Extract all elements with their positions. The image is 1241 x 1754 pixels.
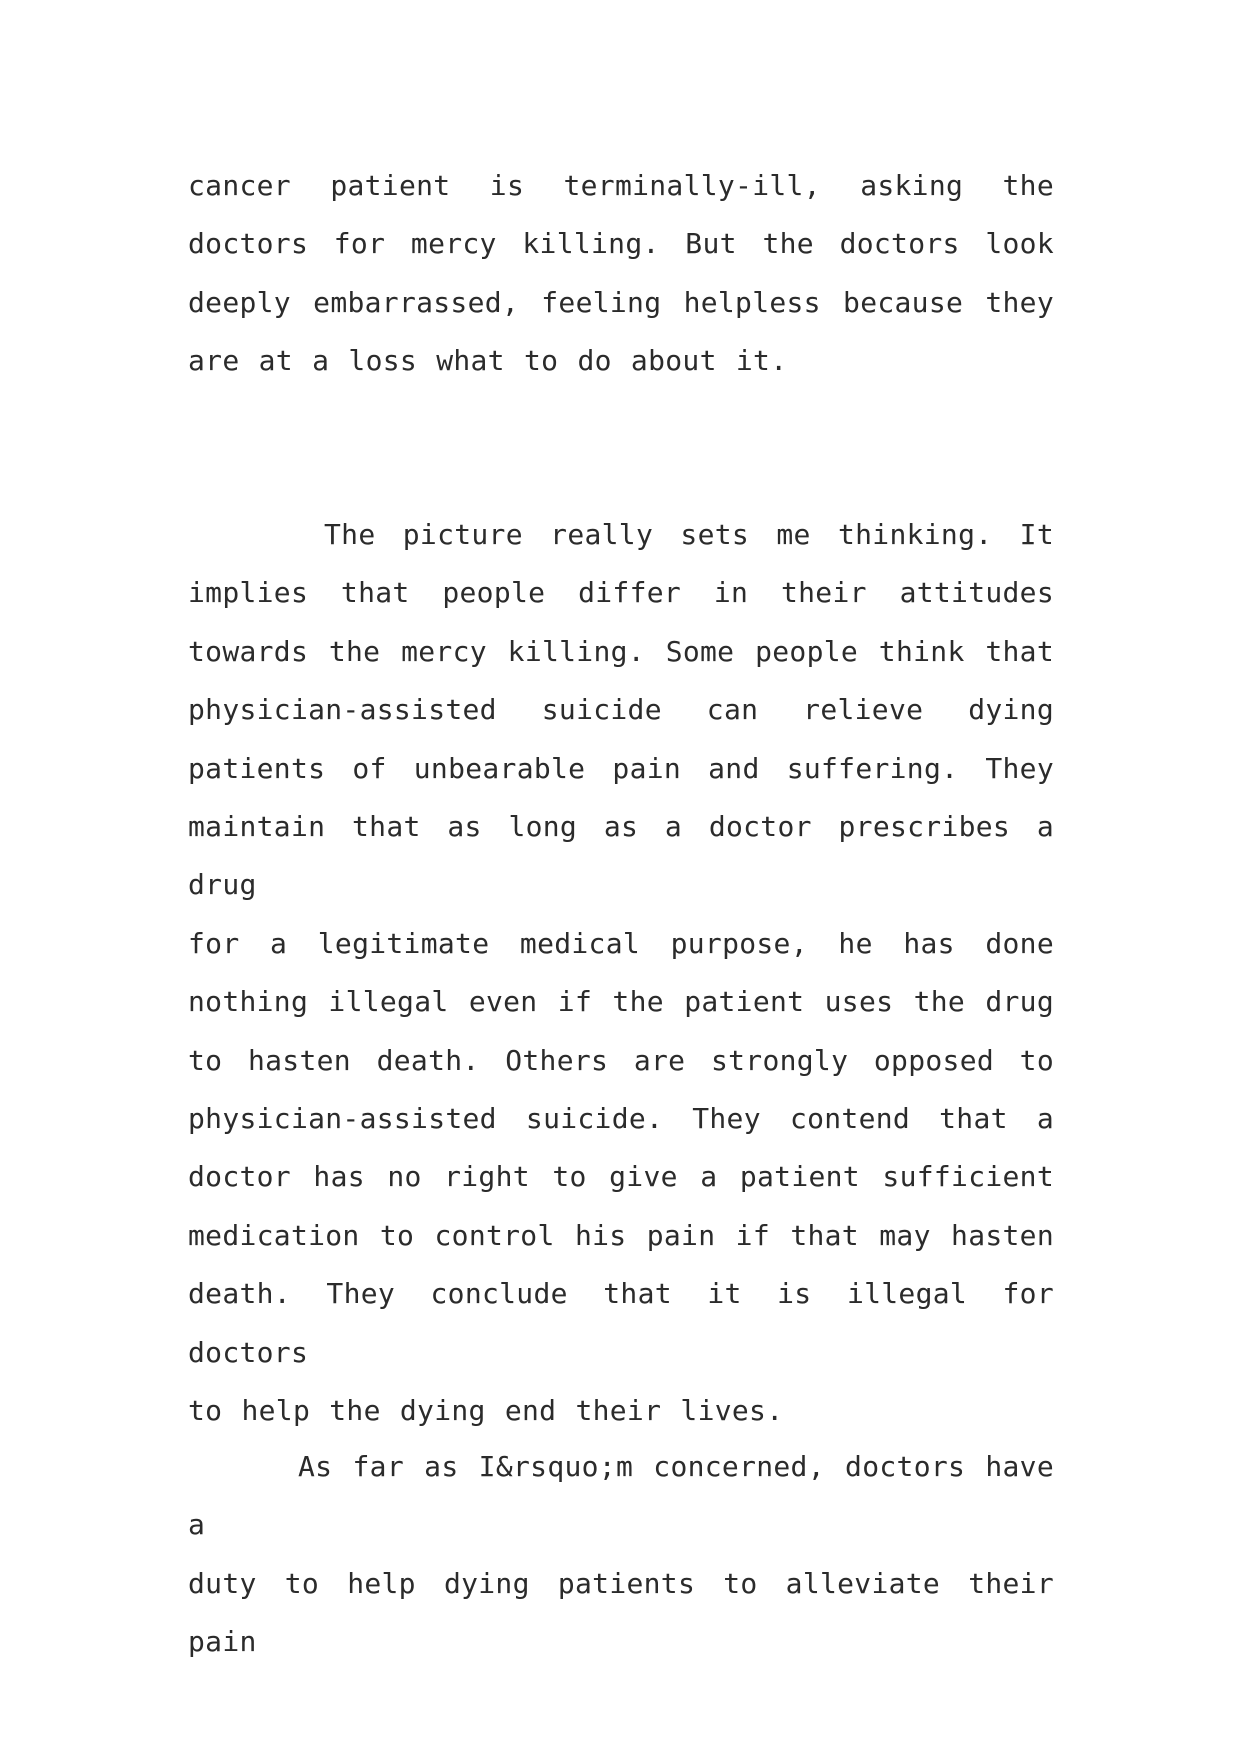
paragraph-1-line-1: cancer patient is terminally-ill, asking the: [188, 169, 1054, 202]
paragraph-2-line-6: maintain that as long as a doctor prescribes a drug: [188, 810, 1054, 902]
paragraph-2-line-14: to help the dying end their lives.: [188, 1394, 784, 1428]
paragraph-2-line-8: nothing illegal even if the patient uses the drug: [188, 985, 1054, 1019]
paragraph-3: [188, 1438, 1054, 1672]
paragraph-2-line-4: physician-assisted suicide can relieve dying: [188, 693, 1054, 727]
paragraph-2-line-11: doctor has no right to give a patient sufficient: [188, 1160, 1054, 1194]
paragraph-1-line-3: deeply embarrassed, feeling helpless because they: [188, 285, 1054, 319]
paragraph-2-line-2: implies that people differ in their attitudes: [188, 576, 1054, 610]
paragraph-2-line-1: The picture really sets me thinking. It: [324, 518, 1054, 551]
paragraph-3-line-1: As far as I&rsquo;m concerned, doctors have a: [188, 1450, 1054, 1542]
paragraph-1-line-4: are at a loss what to do about it.: [188, 344, 788, 378]
paragraph-2-line-13: death. They conclude that it is illegal for doctors: [188, 1277, 1054, 1369]
paragraph-1: [188, 157, 1054, 391]
paragraph-1-line-2: doctors for mercy killing. But the doctors look: [188, 227, 1054, 261]
paragraph-2-line-7: for a legitimate medical purpose, he has done: [188, 926, 1054, 960]
paragraph-3-line-2: duty to help dying patients to alleviate their pain: [188, 1566, 1054, 1659]
paragraph-2: [188, 506, 1054, 1441]
paragraph-2-line-10: physician-assisted suicide. They contend that a: [188, 1102, 1054, 1136]
paragraph-2-line-5: patients of unbearable pain and suffering. They: [188, 751, 1054, 785]
paragraph-2-line-12: medication to control his pain if that may hasten: [188, 1218, 1054, 1252]
paragraph-2-line-3: towards the mercy killing. Some people think that: [188, 634, 1054, 668]
paragraph-2-line-9: to hasten death. Others are strongly opposed to: [188, 1043, 1054, 1077]
